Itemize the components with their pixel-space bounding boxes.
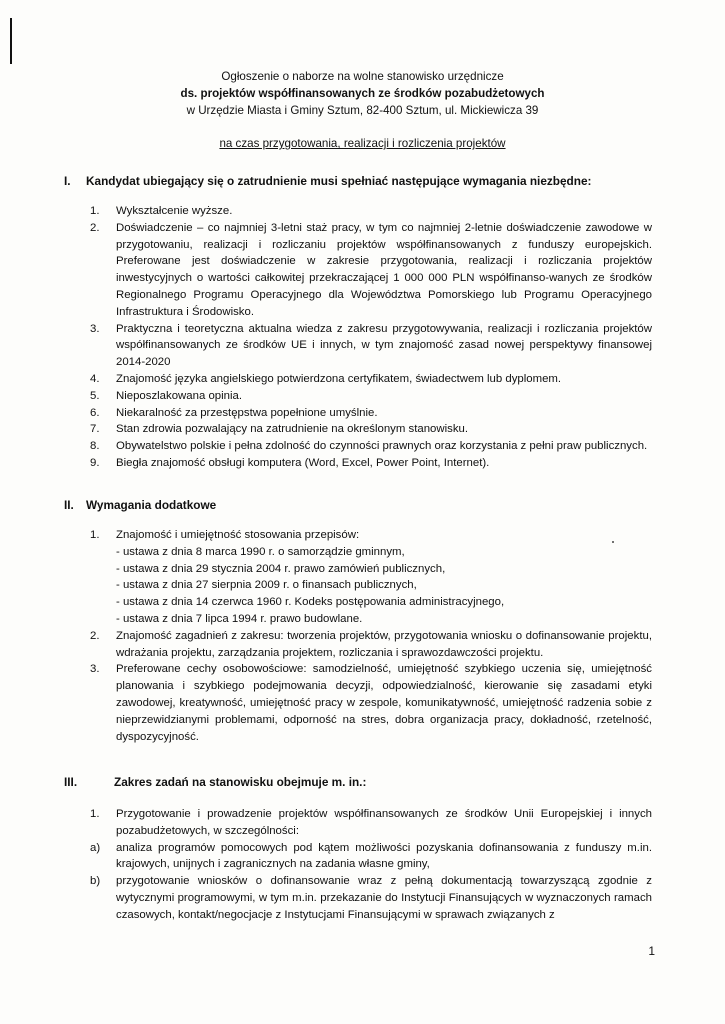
header-line-1: Ogłoszenie o naborze na wolne stanowisko urzędnicze [221, 70, 504, 83]
item-text: Preferowane cechy osobowościowe: samodzielność, umiejętność szybkiego uczenia się, umiejętność planowania i szybkiego podejmowania decyzji, odpowiedzialność, kierowanie się zasadami etyki zawodowej, kreatywność, umiejętność pracy w zespole, komunikatywność, umiejętność radzenia sobie z nieprzewidzianymi problemami, odporność na stres, dobra organizacja pracy, dokładność, rzetelność, dyspozycyjność. [116, 663, 652, 743]
law-entry: - ustawa z dnia 29 stycznia 2004 r. prawo zamówień publicznych, [116, 562, 446, 575]
item-number: 1. [90, 205, 100, 217]
item-number: 3. [90, 663, 100, 676]
scan-edge-mark [10, 18, 12, 64]
item-text: Niekaralność za przestępstwa popełnione umyślnie. [116, 406, 378, 419]
list-item [90, 628, 652, 662]
section-1-title: Kandydat ubiegający się o zatrudnienie musi spełniać następujące wymagania niezbędne: [86, 174, 592, 188]
law-entry: - ustawa z dnia 7 lipca 1994 r. prawo budowlane. [116, 612, 363, 625]
item-letter: a) [90, 841, 101, 854]
item-text: przygotowanie wniosków o dofinansowanie wraz z pełną dokumentacją towarzyszącą zgodnie z wytycznymi programowymi, w tym m.in. przekazanie do Instytucji Finansujących w wyznaczonych ramach czasowych, kontakt/negocjacje z Instytucjami Finansującymi w sprawach związanych z [116, 875, 652, 921]
section-3-list [90, 806, 652, 924]
list-item [90, 527, 652, 628]
list-item [90, 438, 652, 455]
item-number: 7. [90, 423, 100, 436]
item-text: Znajomość zagadnień z zakresu: tworzenia projektów, przygotowania wniosku o dofinansowanie projektu, wdrażania projektu, zarządzania projektem, rozliczania i sprawozdawczości projektu. [116, 629, 652, 659]
item-number: 9. [90, 456, 100, 469]
list-item [90, 421, 652, 438]
item-number: 8. [90, 440, 100, 453]
item-text: Stan zdrowia pozwalający na zatrudnienie na określonym stanowisku. [116, 423, 469, 436]
section-2-title: Wymagania dodatkowe [86, 498, 217, 512]
list-item [90, 455, 652, 472]
item-text: Obywatelstwo polskie i pełna zdolność do czynności prawnych oraz korzystania z pełni praw publicznych. [116, 440, 648, 453]
list-item [90, 405, 652, 422]
item-text: analiza programów pomocowych pod kątem możliwości pozyskania dofinansowania z funduszy m.in. krajowych, unijnych i zagranicznych na zadania własne gminy, [116, 841, 652, 871]
section-3-title: Zakres zadań na stanowisku obejmuje m. in.: [114, 775, 367, 789]
document-subtitle: na czas przygotowania, realizacji i rozliczenia projektów [219, 137, 506, 150]
item-text: Praktyczna i teoretyczna aktualna wiedza z zakresu przygotowywania, realizacji i rozliczania projektów współfinansowanych ze środków UE i innych, w tym znajomość zasad nowej perspektywy finansowej 2014-2020 [116, 322, 652, 369]
list-item [90, 840, 652, 874]
item-number: 2. [90, 221, 100, 234]
section-1-number: I. [64, 174, 71, 188]
section-2-heading [64, 498, 216, 512]
header-line-3: w Urzędzie Miasta i Gminy Sztum, 82-400 Sztum, ul. Mickiewicza 39 [186, 104, 539, 117]
item-letter: b) [90, 875, 101, 888]
header-line-2: ds. projektów współfinansowanych ze środków pozabudżetowych [180, 87, 545, 100]
item-text: Wykształcenie wyższe. [116, 205, 233, 217]
item-number: 1. [90, 529, 100, 541]
item-number: 1. [90, 808, 100, 820]
item-number: 6. [90, 406, 100, 419]
item-text: Znajomość i umiejętność stosowania przepisów: [116, 529, 360, 541]
section-3-number: III. [64, 775, 78, 789]
section-1-heading [64, 174, 591, 188]
item-number: 3. [90, 322, 100, 335]
item-text: Doświadczenie – co najmniej 3-letni staż pracy, w tym co najmniej 2-letnie doświadczenie zawodowe w przygotowaniu, realizacji i rozliczaniu projektów współfinansowanych z funduszy europejskich. Preferowane jest doświadczenie w zakresie przygotowania, realizacji i rozliczania projektów inwestycyjnych o wartości całkowitej przekraczającej 1 000 000 PLN współfinanso-wanych ze środków Regionalnego Programu Operacyjnego dla Województwa Pomorskiego lub Programu Operacyjnego Infrastruktura i Środowisko. [116, 221, 652, 318]
list-item [90, 661, 652, 745]
law-entry: - ustawa z dnia 27 sierpnia 2009 r. o finansach publicznych, [116, 579, 417, 592]
item-text: Nieposzlakowana opinia. [116, 389, 243, 402]
section-2-number: II. [64, 498, 74, 512]
item-text: Znajomość języka angielskiego potwierdzona certyfikatem, świadectwem lub dyplomem. [116, 372, 562, 385]
list-item [90, 388, 652, 405]
item-number: 5. [90, 389, 100, 402]
law-entry: - ustawa z dnia 14 czerwca 1960 r. Kodeks postępowania administracyjnego, [116, 596, 505, 609]
list-item [90, 371, 652, 388]
list-item [90, 203, 652, 220]
item-text: Przygotowanie i prowadzenie projektów współfinansowanych ze środków Unii Europejskiej i innych pozabudżetowych, w szczególności: [116, 808, 652, 837]
list-item [90, 321, 652, 371]
section-1-list [90, 203, 652, 472]
item-text: Biegła znajomość obsługi komputera (Word, Excel, Power Point, Internet). [116, 456, 490, 469]
list-item [90, 873, 652, 923]
item-number: 2. [90, 629, 100, 642]
section-3-heading [64, 775, 366, 789]
document-header [0, 68, 725, 119]
list-item [90, 806, 652, 840]
section-2-list [90, 527, 652, 745]
page-number: 1 [648, 944, 655, 958]
item-number: 4. [90, 372, 100, 385]
list-item [90, 220, 652, 321]
law-entry: - ustawa z dnia 8 marca 1990 r. o samorządzie gminnym, [116, 545, 405, 558]
